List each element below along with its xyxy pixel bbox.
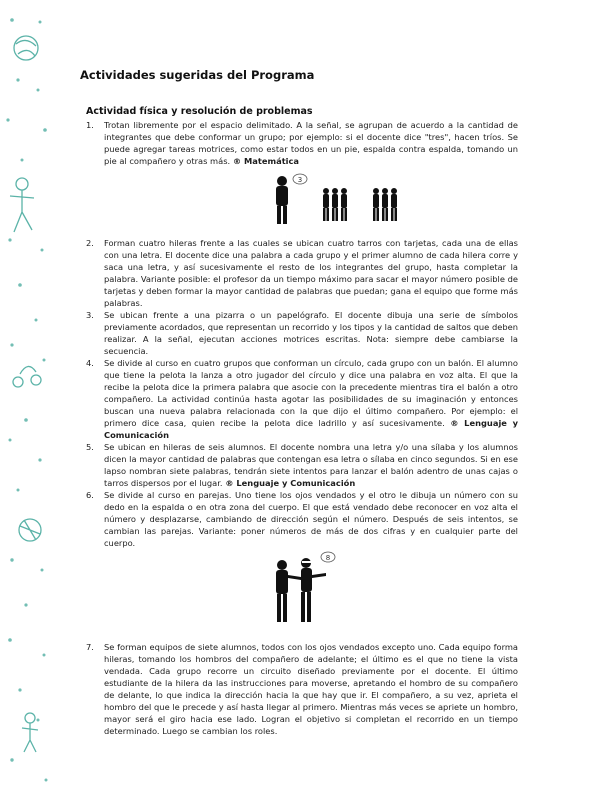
content xyxy=(86,106,518,737)
activity-text: Se divide al curso en parejas. Uno tiene los ojos vendados y el otro le dibuja un número con su dedo en la espalda o en otra zona del cuerpo. El que está vendado debe reconocer en voz alta el número y desplazarse, cambiando de dirección según el número. Después de seis intentos, se cambian las parejas. Variante: poner números de más de dos cifras y en cualquier parte del cuerpo. xyxy=(104,490,518,548)
activity-number: 1. xyxy=(86,120,94,130)
illustration-grouping xyxy=(86,171,518,233)
activity-number: 3. xyxy=(86,310,94,320)
activity-item xyxy=(86,237,518,309)
margin-decoration xyxy=(0,0,60,800)
activity-text: Se divide al curso en cuatro grupos que conforman un círculo, cada grupo con un balón. El alumno que tiene la pelota la lanza a otro jugador del círculo y dice una palabra en voz alta. El que la recibe la pelota dice la primera palabra que asocie con la precedente mientras tira el balón a otro compañero. La actividad continúa hasta agotar las posibilidades de su imaginación y entonces buscan una nueva palabra relacionada con la que dijo el último compañero. Por ejemplo: el primero dice casa, quien recibe la pelota dice ladrillo y así sucesivamente. xyxy=(104,358,518,428)
activity-number: 5. xyxy=(86,442,94,452)
blindfold xyxy=(302,561,311,563)
page-title: Actividades sugeridas del Programa xyxy=(80,68,315,82)
activity-number: 6. xyxy=(86,490,94,500)
activity-item xyxy=(86,641,518,737)
subject-link: ® Lenguaje y Comunicación xyxy=(104,418,519,440)
activity-text: Se forman equipos de siete alumnos, todos con los ojos vendados excepto uno. Cada equipo forma hileras, tomando los hombros del compañero de adelante; el último es el que no tiene la vista vendada. Cada grupo recorre un circuito diseñado previamente por el docente. El último estudiante de la hilera da las instrucciones para moverse, apretando el hombro de su compañero de delante, lo que indica la dirección hacia la que hay que ir. El compañero, a su vez, aprieta el hombro del que le precede y así hasta llegar al primero. Mientras más veces se apriete un hombro, mayor será el giro hacia ese lado. Logran el objetivo si completan el recorrido en un tiempo determinado. Luego se cambian los roles. xyxy=(104,642,518,736)
activity-item xyxy=(86,441,518,489)
activity-item xyxy=(86,489,518,549)
activity-item xyxy=(86,309,518,357)
activity-number: 4. xyxy=(86,358,94,368)
activity-text: Trotan libremente por el espacio delimitado. A la señal, se agrupan de acuerdo a la cantidad de integrantes que debe conformar un grupo; por ejemplo: si el docente dice "tres", hacen tríos. Se puede agregar tareas motrices, como estar todos en un pie, espalda contra espalda, tomando un pie al compañero y otras más. xyxy=(104,120,518,166)
section-title: Actividad física y resolución de problemas xyxy=(86,106,313,117)
activity-number: 7. xyxy=(86,642,94,652)
bubble-number: 8 xyxy=(325,554,331,562)
subject-link: ® Matemática xyxy=(232,156,300,166)
activity-text: Se ubican en hileras de seis alumnos. El docente nombra una letra y/o una sílaba y los alumnos dicen la mayor cantidad de palabras que contengan esa letra o sílaba en cinco segundos. Si en ese lapso nombran siete palabras, tendrán siete intentos para lanzar el balón adentro de unas cajas o tarros dispersos por el lugar. xyxy=(104,442,518,488)
activity-item xyxy=(86,119,518,167)
activity-number: 2. xyxy=(86,238,94,248)
activity-list xyxy=(86,119,518,737)
activity-item xyxy=(86,357,518,441)
activity-text: Forman cuatro hileras frente a las cuales se ubican cuatro tarros con tarjetas, cada una de ellas con una letra. El docente dice una palabra a cada grupo y el primer alumno de cada hilera corre y saca una letra, y así sucesivamente el resto de los integrantes del grupo, hasta completar la palabra. Variante posible: el profesor da un tiempo máximo para sacar el mayor número posible de tarjetas y deben formar la mayor cantidad de palabras que puedan; gana el equipo que forme más palabras. xyxy=(104,238,518,308)
illustration-blindfold-pair xyxy=(86,551,518,629)
subject-link: ® Lenguaje y Comunicación xyxy=(225,478,356,488)
bubble-number: 3 xyxy=(297,176,303,184)
activity-text: Se ubican frente a una pizarra o un papelógrafo. El docente dibuja una serie de símbolos previamente acordados, que representan un recorrido y los tipos y la cantidad de saltos que deben realizar. A la señal, ejecutan acciones motrices escritas. Nota: siempre debe cambiarse la secuencia. xyxy=(104,310,518,356)
